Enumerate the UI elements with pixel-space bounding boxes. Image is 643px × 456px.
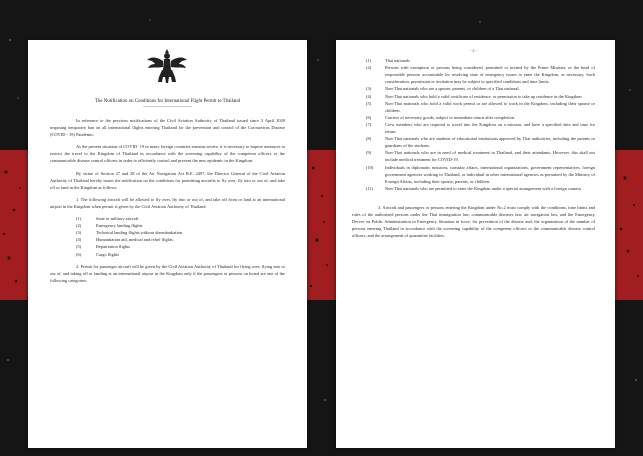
paragraph-clause-3: 3. Aircraft and passengers or persons entering the Kingdom under No.2 must comply with the conditions, time limits and rules of the authorized persons under the Thai immigration law, communicable diseases law, air navigation law, and the Emergency Decree on Public Administration in Emergency Situation in force, for prevention of the disease and, the organization of the number of persons entering Thailand in accordance with the screening capability of the competent officers or the communicable disease control officers, and the arrangement of quarantine facilities. — [352, 204, 595, 239]
document-page-1 — [28, 40, 307, 448]
list-item: (3) Technical landing flights without disembarkation — [76, 230, 183, 236]
garuda-emblem-icon — [146, 48, 188, 84]
list-item: (1) Thai nationals — [366, 58, 410, 64]
list-item: (2) Persons with exemption or persons being considered, permitted or invited by the Prime Minister, or the head of responsible persons accountable for resolving state of emergency issues to enter the Kingdom, as necessary. Such consideration, permission or invitation may be subject to specified conditions and time limits. — [366, 65, 595, 85]
page-number: - 2 - — [469, 48, 478, 53]
list-item: (10) Individuals in diplomatic missions, consular affairs, international organizations, government representatives, foreign government agencies working in Thailand, or individual in other international agencies as permitted by the Ministry of Foreign Affairs, including their spouse, parents, or children. — [366, 164, 595, 184]
list-item: (3) Non-Thai nationals who are a spouse, parents, or children of a Thai national. — [366, 86, 520, 92]
list-item: (4) Humanitarian aid, medical and relief flights — [76, 237, 173, 243]
list-item: (5) Non-Thai nationals who hold a valid work permit or are allowed to work in the Kingdom, including their spouse or children. — [366, 100, 595, 113]
list-item: (6) Carriers of necessary goods, subject to immediate return after completion. — [366, 114, 516, 120]
list-item: (2) Emergency landing flights — [76, 223, 143, 229]
list-item: (7) Crew members who are required to travel into the Kingdom on a mission, and have a specified date and time for return. — [366, 121, 595, 135]
document-title: The Notification on Conditions for International Flight Permit to Thailand — [94, 99, 241, 104]
paragraph-authority: By virtue of Section 27 and 28 of the Air Navigation Act B.E. 2497, the Director General of the Civil Aviation Authority of Thailand hereby issues the notification on the conditions for permitting aircrafts to fly over, fly into or out of, and take off or land in the Kingdom as follows: — [50, 170, 285, 190]
list-item: (1) State or military aircraft — [76, 216, 139, 222]
list-item: (11) Non-Thai nationals who are permitted to enter the Kingdom under a special arrangement with a foreign country. — [366, 185, 583, 191]
list-item: (9) Non-Thai nationals who are in need of medical treatment in Thailand, and their attendants. However, this shall not include medical treatment for COVID-19. — [366, 150, 595, 163]
list-item: (4) Non-Thai nationals who hold a valid certificate of residence, or permission to take up residence in the Kingdom. — [366, 93, 583, 99]
list-item: (5) Repatriation flights — [76, 244, 131, 250]
paragraph-reference: In reference to the previous notifications of the Civil Aviation Authority of Thailand issued since 3 April 2020 imposing temporary ban on all international flights entering Thailand for the prevention and control of the Coronavirus Disease (COVID - 19) Pandemic, — [50, 118, 285, 138]
passenger-category-list — [352, 57, 595, 192]
paragraph-clause-2: 2. Permit for passenger aircraft will be given by the Civil Aviation Authority of Thailand for flying over, flying into or out of, and taking off or landing at an international airport in the Kingdom only if the passengers or persons on board are one of the following categories: — [50, 263, 285, 283]
title-underline: ------------------------------------------- — [143, 104, 192, 109]
paragraph-situation: As the present situation of COVID- 19 in many foreign countries remains severe, it is necessary to impose measures to restrict the travel to the Kingdom of Thailand in accordance with the screening capability of the competent officers or the communicable disease control officers in order to efficiently control and prevent the new epidemic in the Kingdom. — [50, 144, 285, 164]
list-item: (8) Non-Thai nationals who are students of educational institutions approved by Thai authorities, including the parents or guardians of the students. — [366, 136, 595, 149]
list-item: (6) Cargo flights — [76, 251, 119, 257]
aircraft-list — [50, 215, 285, 258]
paragraph-clause-1: 1. The following aircraft will be allowed to fly over, fly into or out of, and take off from or land at an international airport in the Kingdom when permit is given by the Civil Aviation Authority of Thailand: — [50, 196, 285, 209]
document-page-2 — [336, 40, 615, 448]
